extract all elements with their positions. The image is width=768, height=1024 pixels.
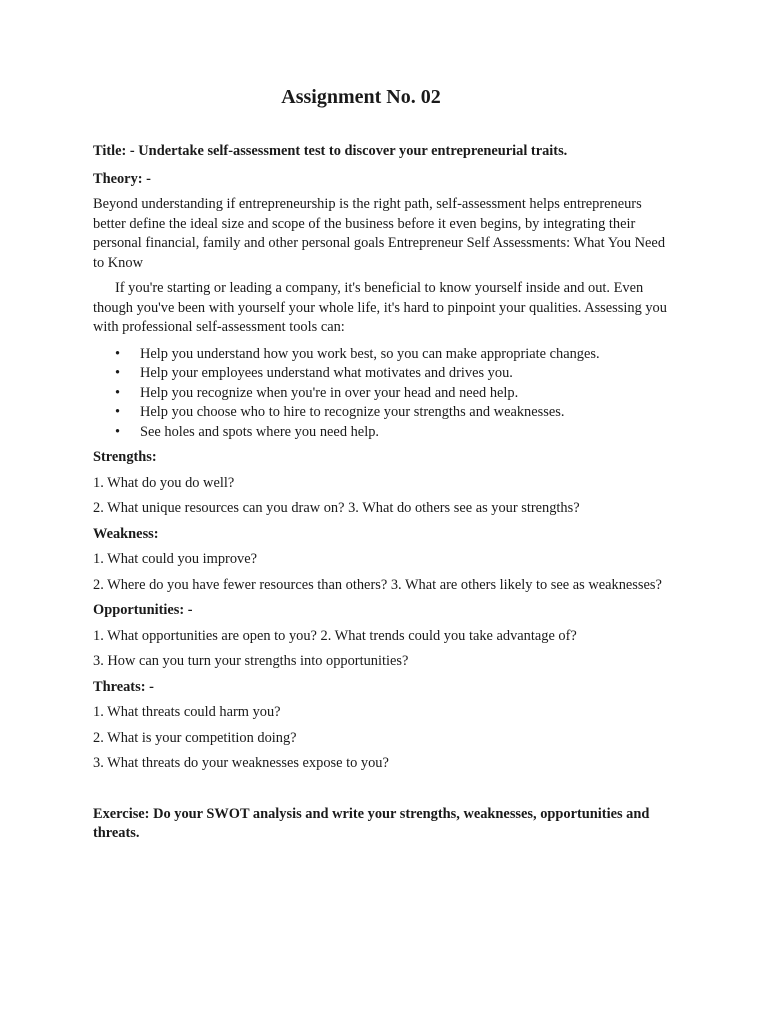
theory-paragraph-2: If you're starting or leading a company, it's beneficial to know yourself inside and out. Even though you've been with yourself your whole life, it's hard to pinpoint your qualities. Assessing you with professional self-assessment tools can: <box>93 280 667 335</box>
opportunities-heading: Opportunities: - <box>93 602 193 618</box>
title-line: Title: - Undertake self-assessment test to discover your entrepreneurial traits. <box>93 143 568 159</box>
bullet-icon: • <box>115 384 121 401</box>
threats-question: 3. What threats do your weaknesses expose to you? <box>93 755 389 771</box>
threats-heading: Threats: - <box>93 678 154 695</box>
bullet-item <box>93 384 673 404</box>
weakness-question: 1. What could you improve? <box>93 551 257 567</box>
bullet-text: See holes and spots where you need help. <box>140 423 379 440</box>
threats-question: 1. What threats could harm you? <box>93 704 281 720</box>
opportunities-question: 3. How can you turn your strengths into opportunities? <box>93 653 409 669</box>
weakness-question: 2. Where do you have fewer resources than others? 3. What are others likely to see as weaknesses? <box>93 576 662 593</box>
bullet-icon: • <box>115 365 121 381</box>
bullet-item <box>93 345 673 365</box>
bullet-text: Help you understand how you work best, so you can make appropriate changes. <box>140 345 600 362</box>
opportunities-question: 1. What opportunities are open to you? 2. What trends could you take advantage of? <box>93 627 577 644</box>
bullet-item <box>93 403 673 423</box>
weakness-heading: Weakness: <box>93 525 159 542</box>
bullet-item <box>93 364 673 384</box>
theory-heading: Theory: - <box>93 170 151 187</box>
strengths-question: 2. What unique resources can you draw on? 3. What do others see as your strengths? <box>93 500 580 516</box>
strengths-question: 1. What do you do well? <box>93 474 235 491</box>
strengths-heading: Strengths: <box>93 449 157 465</box>
document-body <box>93 142 673 844</box>
exercise-instruction: Exercise: Do your SWOT analysis and write your strengths, weaknesses, opportunities and threats. <box>93 805 650 841</box>
threats-question: 2. What is your competition doing? <box>93 729 297 746</box>
bullet-icon: • <box>115 345 121 362</box>
assignment-heading: Assignment No. 02 <box>281 86 441 108</box>
bullet-text: Help you choose who to hire to recognize your strengths and weaknesses. <box>140 404 565 420</box>
bullet-text: Help your employees understand what motivates and drives you. <box>140 365 513 381</box>
bullet-item <box>93 423 673 443</box>
bullet-list <box>93 345 673 443</box>
bullet-icon: • <box>115 423 121 440</box>
bullet-text: Help you recognize when you're in over your head and need help. <box>140 384 519 401</box>
bullet-icon: • <box>115 404 121 420</box>
theory-paragraph-1: Beyond understanding if entrepreneurship is the right path, self-assessment helps entrepreneurs better define the ideal size and scope of the business before it even begins, by integrating their personal financial, family and other personal goals Entrepreneur Self Assessments: What You Need to Know <box>93 196 666 271</box>
